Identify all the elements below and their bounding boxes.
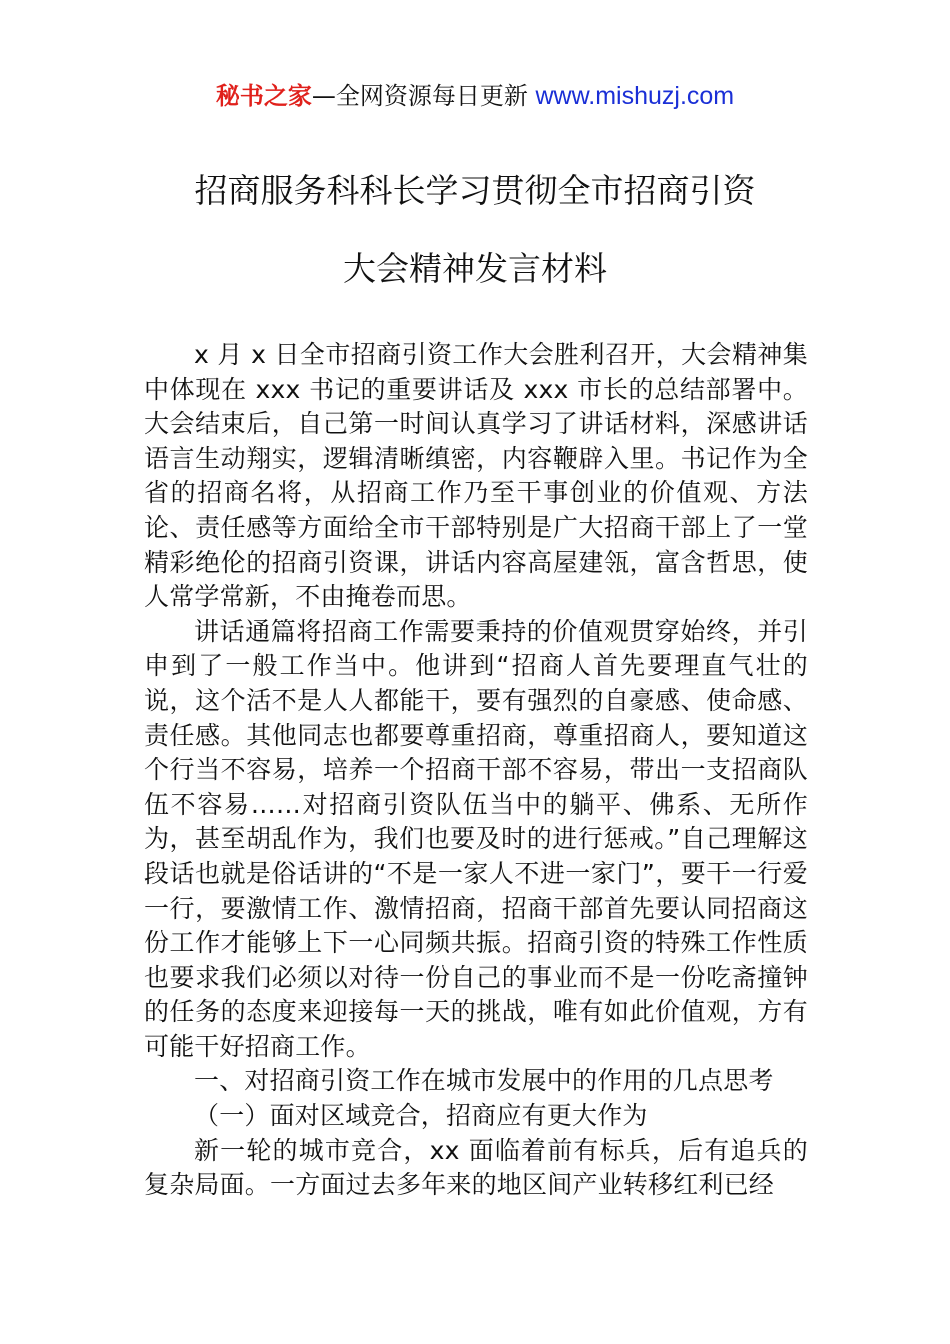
document-title-line-1: 招商服务科科长学习贯彻全市招商引资 bbox=[194, 171, 756, 210]
site-url-link[interactable]: www.mishuzj.com bbox=[535, 82, 735, 110]
subsection-heading-1: （一）面对区域竞合，招商应有更大作为 bbox=[194, 1101, 648, 1131]
site-slogan: —全网资源每日更新 bbox=[311, 82, 528, 110]
paragraph-competition: 新一轮的城市竞合，xx 面临着前有标兵，后有追兵的复杂局面。一方面过去多年来的地区间产业转移红利已经 bbox=[144, 1135, 808, 1200]
site-brand: 秘书之家 bbox=[215, 82, 312, 110]
section-heading-1: 一、对招商引资工作在城市发展中的作用的几点思考 bbox=[194, 1066, 774, 1096]
document-title bbox=[0, 152, 950, 308]
paragraph-values: 讲话通篇将招商工作需要秉持的价值观贯穿始终，并引申到了一般工作当中。他讲到“招商人首先要理直气壮的说，这个活不是人人都能干，要有强烈的自豪感、使命感、责任感。其他同志也都要尊重招商，尊重招商人，要知道这个行当不容易，培养一个招商干部不容易，带出一支招商队伍不容易……对招商引资队伍当中的躺平、佛系、无所作为，甚至胡乱作为，我们也要及时的进行惩戒。”自己理解这段话也就是俗话讲的“不是一家人不进一家门”，要干一行爱一行，要激情工作、激情招商，招商干部首先要认同招商这份工作才能够上下一心同频共振。招商引资的特殊工作性质也要求我们必须以对待一份自己的事业而不是一份吃斋撞钟的任务的态度来迎接每一天的挑战，唯有如此价值观，方有可能干好招商工作。 bbox=[144, 616, 808, 1061]
paragraph-intro: x 月 x 日全市招商引资工作大会胜利召开，大会精神集中体现在 xxx 书记的重要讲话及 xxx 市长的总结部署中。大会结束后，自己第一时间认真学习了讲话材料，深感讲话语言生动翔实，逻辑清晰缜密，内容鞭辟入里。书记作为全省的招商名将，从招商工作乃至干事创业的价值观、方法论、责任感等方面给全市干部特别是广大招商干部上了一堂精彩绝伦的招商引资课，讲话内容高屋建瓴，富含哲思，使人常学常新，不由掩卷而思。 bbox=[144, 340, 808, 612]
document-body bbox=[144, 338, 808, 1203]
document-title-line-2: 大会精神发言材料 bbox=[343, 249, 607, 288]
site-header bbox=[0, 80, 950, 112]
